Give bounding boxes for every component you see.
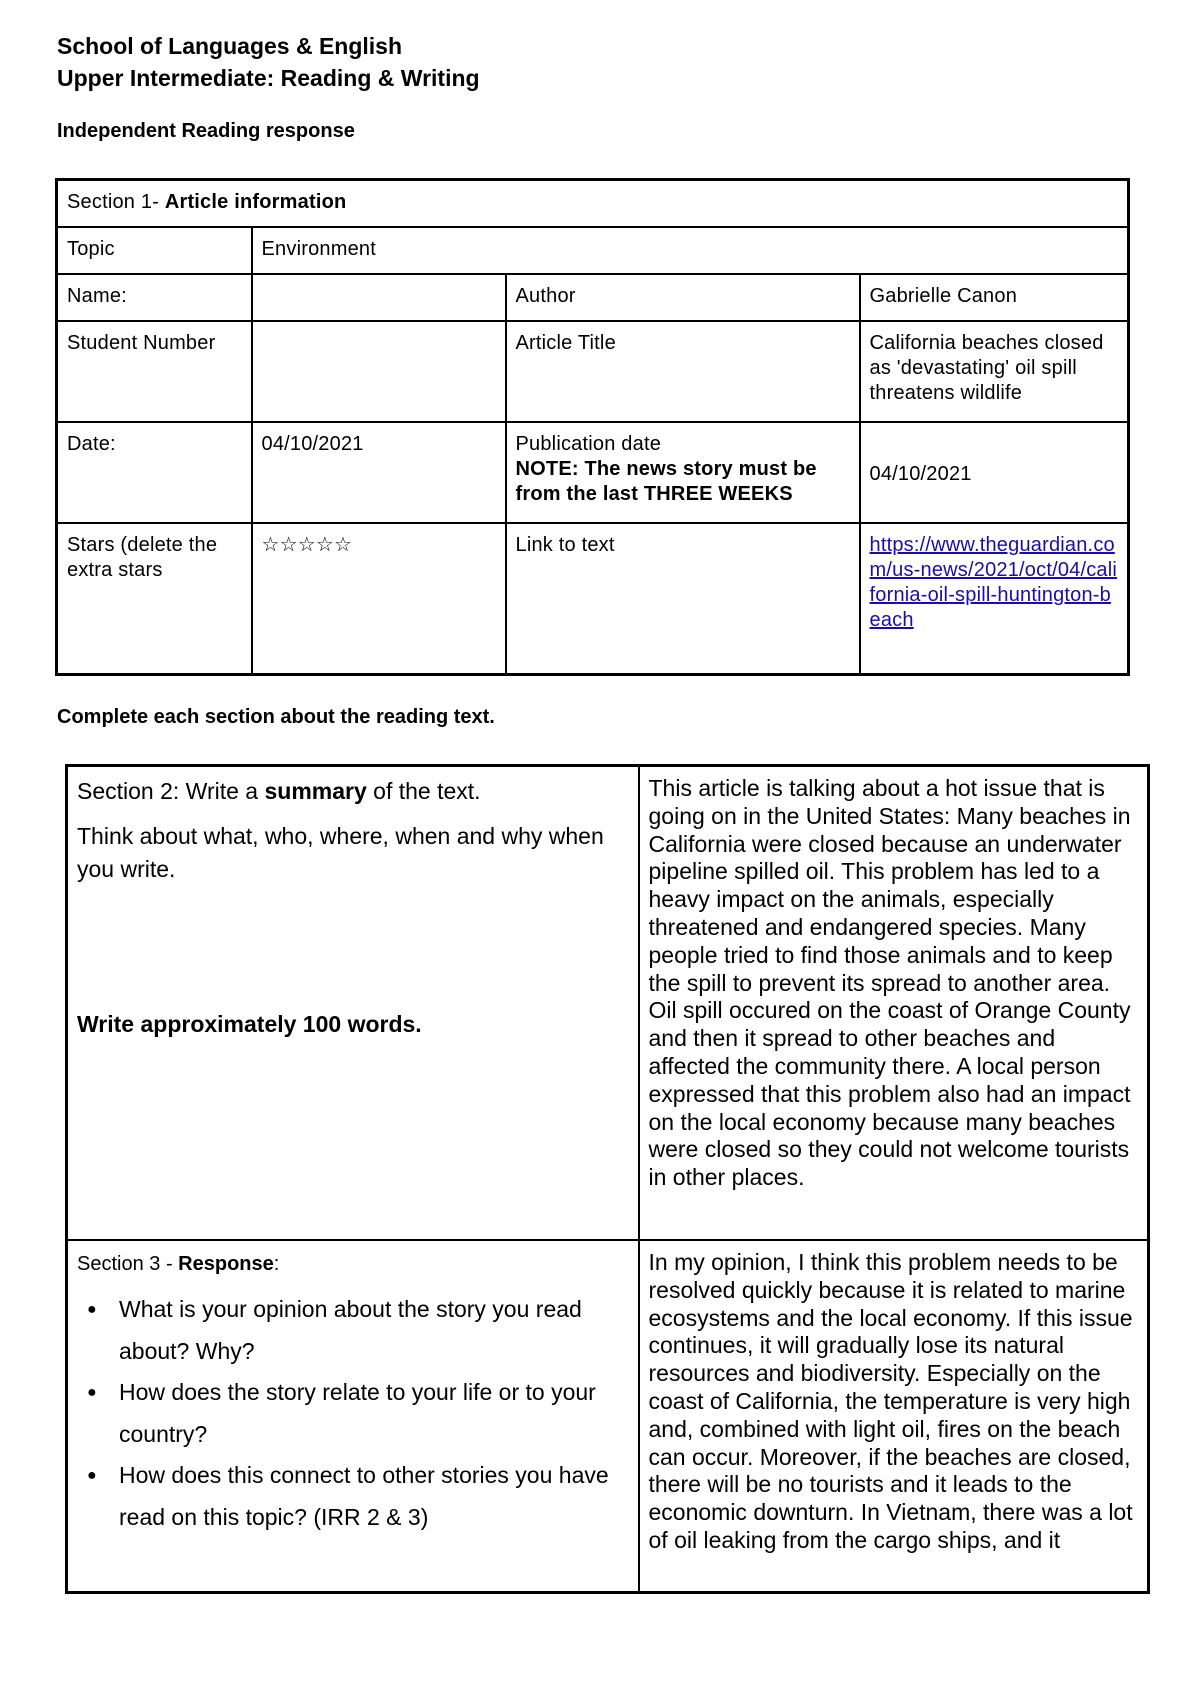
form-title: Independent Reading response (57, 120, 355, 142)
publication-date-note: NOTE: The news story must be from the last THREE WEEKS (515, 458, 817, 505)
section3-row (67, 1240, 1149, 1593)
section2-answer[interactable]: This article is talking about a hot issue that is going on in the United States: Many beaches in California were closed because an underwater pipeline spilled oil. This problem has led to a heavy impact on the animals, especially threatened and endangered species. Many people tried to find those animals and to keep the spill to prevent its spread to another area. Oil spill occured on the coast of Orange County and then it spread to other beaches and affected the community there. A local person expressed that this problem also had an impact on the local economy because many beaches were closed so they could not welcome tourists in other places. (639, 766, 1149, 1241)
publication-date-value[interactable]: 04/10/2021 (860, 422, 1129, 523)
section2-prompt (77, 775, 629, 808)
section3-prompt (77, 1249, 629, 1279)
link-cell (860, 523, 1129, 675)
section3-prompt-suffix: : (273, 1253, 280, 1275)
stars-rating[interactable]: ☆☆☆☆☆ (252, 523, 506, 675)
date-label: Date: (57, 422, 252, 523)
bullet-icon: ● (87, 1467, 97, 1484)
name-value[interactable] (252, 274, 506, 321)
author-label: Author (506, 274, 860, 321)
section3-answer[interactable]: In my opinion, I think this problem needs to be resolved quickly because it is related to marine ecosystems and the local economy. If this issue continues, it will gradually lose its natural resources and biodiversity. Especially on the coast of California, the temperature is very high and, combined with light oil, fires on the beach can occur. Moreover, if the beaches are closed, there will be no tourists and it leads to the economic downturn. In Vietnam, there was a lot of oil leaking from the cargo ships, and it (639, 1240, 1149, 1593)
topic-value[interactable]: Environment (252, 227, 1129, 274)
article-info-table (55, 178, 1130, 676)
topic-label: Topic (57, 227, 252, 274)
question-text: What is your opinion about the story you read about? Why? (119, 1296, 582, 1364)
student-number-label: Student Number (57, 321, 252, 422)
article-title-label: Article Title (506, 321, 860, 422)
section2-row (67, 766, 1149, 1241)
link-label: Link to text (506, 523, 860, 675)
section3-question (87, 1372, 629, 1455)
section3-question (87, 1289, 629, 1372)
complete-instruction: Complete each section about the reading text. (57, 706, 495, 728)
article-link[interactable]: https://www.theguardian.com/us-news/2021/oct/04/california-oil-spill-huntington-beach (869, 534, 1118, 631)
article-title-value[interactable]: California beaches closed as 'devastating' oil spill threatens wildlife (860, 321, 1129, 422)
publication-date-cell (506, 422, 860, 523)
section3-prompt-prefix: Section 3 - (77, 1253, 179, 1275)
name-row (57, 274, 1129, 321)
topic-row (57, 227, 1129, 274)
bullet-icon: ● (87, 1384, 97, 1401)
author-value[interactable]: Gabrielle Canon (860, 274, 1129, 321)
section3-prompt-cell (67, 1240, 639, 1593)
section1-title-prefix: Section 1- (67, 191, 165, 213)
section3-questions (77, 1289, 629, 1538)
name-label: Name: (57, 274, 252, 321)
stars-label: Stars (delete the extra stars (57, 523, 252, 675)
section2-prompt-cell (67, 766, 639, 1241)
school-name: School of Languages & English (57, 33, 403, 59)
student-number-row (57, 321, 1129, 422)
section2-word-count: Write approximately 100 words. (77, 1011, 422, 1037)
section2-prompt-suffix: of the text. (366, 778, 481, 804)
section1-header-row (57, 180, 1129, 228)
publication-date-label: Publication date (515, 433, 662, 455)
section1-title-bold: Article information (164, 191, 347, 213)
section3-question (87, 1455, 629, 1538)
section2-prompt-prefix: Section 2: Write a (77, 778, 265, 804)
document-header (57, 30, 480, 94)
section2-think: Think about what, who, where, when and why when you write. (77, 823, 604, 882)
section1-title-cell (57, 180, 1129, 228)
question-text: How does the story relate to your life or to your country? (119, 1379, 596, 1447)
question-text: How does this connect to other stories you have read on this topic? (IRR 2 & 3) (119, 1462, 609, 1530)
section2-prompt-bold: summary (264, 778, 367, 804)
stars-row (57, 523, 1129, 675)
bullet-icon: ● (87, 1301, 97, 1318)
date-value[interactable]: 04/10/2021 (252, 422, 506, 523)
student-number-value[interactable] (252, 321, 506, 422)
date-row (57, 422, 1129, 523)
response-table (65, 764, 1150, 1594)
section3-prompt-bold: Response (178, 1253, 274, 1275)
course-name: Upper Intermediate: Reading & Writing (57, 65, 480, 91)
